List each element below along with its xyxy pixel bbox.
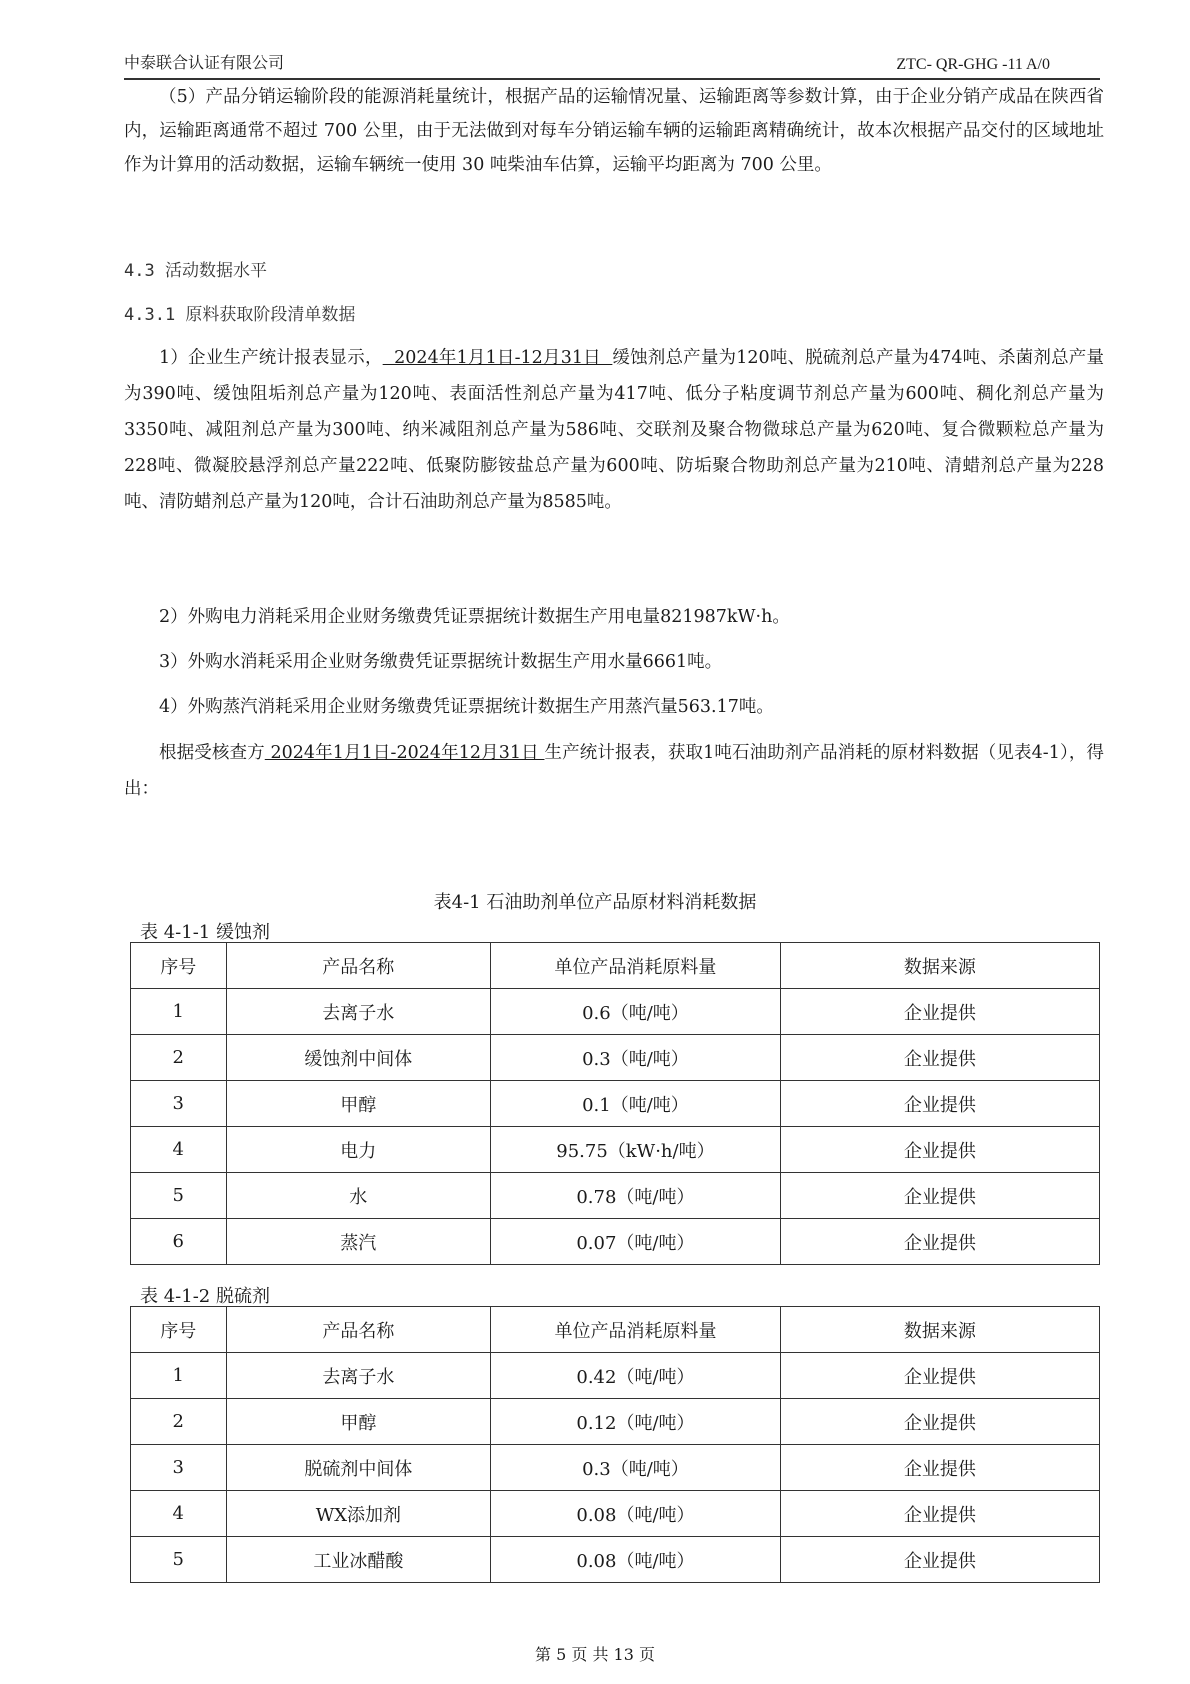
- cell-no: 6: [131, 1219, 227, 1265]
- basis-date: 2024年1月1日-2024年12月31日: [264, 743, 545, 763]
- table-row: [131, 1537, 1100, 1583]
- cell-name: 水: [226, 1173, 491, 1219]
- cell-qty: 0.42（吨/吨）: [491, 1353, 781, 1399]
- paragraph-steam: 4）外购蒸汽消耗采用企业财务缴费凭证票据统计数据生产用蒸汽量563.17吨。: [159, 697, 774, 717]
- table-corrosion-inhibitor: [130, 942, 1100, 1265]
- table-row: [131, 1127, 1100, 1173]
- cell-qty: 0.08（吨/吨）: [491, 1491, 781, 1537]
- cell-qty: 0.3（吨/吨）: [491, 1035, 781, 1081]
- cell-source: 企业提供: [780, 1127, 1099, 1173]
- cell-source: 企业提供: [780, 1173, 1099, 1219]
- table-row: [131, 1081, 1100, 1127]
- cell-source: 企业提供: [780, 1081, 1099, 1127]
- cell-no: 1: [131, 989, 227, 1035]
- cell-no: 5: [131, 1173, 227, 1219]
- cell-source: 企业提供: [780, 1219, 1099, 1265]
- table-row: [131, 1445, 1100, 1491]
- cell-no: 3: [131, 1081, 227, 1127]
- cell-no: 1: [131, 1353, 227, 1399]
- cell-qty: 0.6（吨/吨）: [491, 989, 781, 1035]
- cell-name: 缓蚀剂中间体: [226, 1035, 491, 1081]
- cell-source: 企业提供: [780, 989, 1099, 1035]
- table-row: [131, 1491, 1100, 1537]
- cell-name: 脱硫剂中间体: [226, 1445, 491, 1491]
- section-heading-4-3: 4.3 活动数据水平: [124, 261, 267, 281]
- paragraph-electricity: 2）外购电力消耗采用企业财务缴费凭证票据统计数据生产用电量821987kW·h。: [159, 607, 790, 627]
- header-no: 序号: [131, 943, 227, 989]
- cell-qty: 0.08（吨/吨）: [491, 1537, 781, 1583]
- table-row: [131, 989, 1100, 1035]
- cell-source: 企业提供: [780, 1399, 1099, 1445]
- cell-qty: 95.75（kW·h/吨）: [491, 1127, 781, 1173]
- cell-name: 甲醇: [226, 1081, 491, 1127]
- cell-no: 3: [131, 1445, 227, 1491]
- company-name: 中泰联合认证有限公司: [124, 53, 285, 72]
- cell-qty: 0.07（吨/吨）: [491, 1219, 781, 1265]
- cell-name: 甲醇: [226, 1399, 491, 1445]
- cell-no: 2: [131, 1035, 227, 1081]
- cell-qty: 0.3（吨/吨）: [491, 1445, 781, 1491]
- paragraph-production-statistics: [124, 340, 1104, 520]
- table-row: [131, 1399, 1100, 1445]
- cell-qty: 0.12（吨/吨）: [491, 1399, 781, 1445]
- cell-source: 企业提供: [780, 1035, 1099, 1081]
- table-header-row: [131, 1307, 1100, 1353]
- cell-name: 去离子水: [226, 1353, 491, 1399]
- item1-date: 2024年1月1日-12月31日: [382, 348, 613, 368]
- table1-title: 表 4-1-1 缓蚀剂: [140, 922, 270, 943]
- table-caption: 表4-1 石油助剂单位产品原材料消耗数据: [433, 892, 757, 913]
- cell-no: 4: [131, 1491, 227, 1537]
- page-header: [124, 46, 1100, 80]
- header-source: 数据来源: [780, 1307, 1099, 1353]
- table2-title: 表 4-1-2 脱硫剂: [140, 1286, 270, 1307]
- paragraph-water: 3）外购水消耗采用企业财务缴费凭证票据统计数据生产用水量6661吨。: [159, 652, 723, 672]
- header-name: 产品名称: [226, 1307, 491, 1353]
- table-row: [131, 1353, 1100, 1399]
- table-row: [131, 1035, 1100, 1081]
- header-name: 产品名称: [226, 943, 491, 989]
- cell-name: 工业冰醋酸: [226, 1537, 491, 1583]
- table-row: [131, 1219, 1100, 1265]
- cell-no: 4: [131, 1127, 227, 1173]
- cell-no: 5: [131, 1537, 227, 1583]
- document-number: ZTC- QR-GHG -11 A/0: [896, 56, 1050, 73]
- cell-name: 蒸汽: [226, 1219, 491, 1265]
- item1-text: 缓蚀剂总产量为120吨、脱硫剂总产量为474吨、杀菌剂总产量为390吨、缓蚀阻垢剂总产量为120吨、表面活性剂总产量为417吨、低分子粘度调节剂总产量为600吨、稠化剂总产量为3350吨、减阻剂总产量为300吨、纳米减阻剂总产量为586吨、交联剂及聚合物微球总产量为620吨、复合微颗粒总产量为228吨、微凝胶悬浮剂总产量222吨、低聚防膨铵盐总产量为600吨、防垢聚合物助剂总产量为210吨、清蜡剂总产量为228吨、清防蜡剂总产量为120吨，合计石油助剂总产量为8585吨。: [124, 348, 1105, 512]
- header-qty: 单位产品消耗原料量: [491, 1307, 781, 1353]
- cell-source: 企业提供: [780, 1445, 1099, 1491]
- cell-qty: 0.1（吨/吨）: [491, 1081, 781, 1127]
- page-number: 第 5 页 共 13 页: [535, 1645, 655, 1664]
- header-qty: 单位产品消耗原料量: [491, 943, 781, 989]
- header-no: 序号: [131, 1307, 227, 1353]
- cell-name: 去离子水: [226, 989, 491, 1035]
- header-source: 数据来源: [780, 943, 1099, 989]
- basis-prefix: 根据受核查方: [159, 743, 265, 763]
- cell-source: 企业提供: [780, 1537, 1099, 1583]
- basis-text: 生产统计报表，获取1吨石油助剂产品消耗的原材料数据（见表4-1），得出：: [124, 743, 1104, 799]
- cell-qty: 0.78（吨/吨）: [491, 1173, 781, 1219]
- item1-prefix: 1）企业生产统计报表显示，: [159, 348, 383, 368]
- cell-source: 企业提供: [780, 1353, 1099, 1399]
- section-heading-4-3-1: 4.3.1 原料获取阶段清单数据: [124, 305, 356, 325]
- cell-name: WX添加剂: [226, 1491, 491, 1537]
- table-desulfurizer: [130, 1306, 1100, 1583]
- table-header-row: [131, 943, 1100, 989]
- table-row: [131, 1173, 1100, 1219]
- paragraph-basis: [124, 735, 1104, 807]
- cell-name: 电力: [226, 1127, 491, 1173]
- cell-no: 2: [131, 1399, 227, 1445]
- paragraph-distribution: （5）产品分销运输阶段的能源消耗量统计，根据产品的运输情况量、运输距离等参数计算，由于企业分销产成品在陕西省内，运输距离通常不超过 700 公里，由于无法做到对每车分销运输车辆的运输距离精确统计，故本次根据产品交付的区域地址作为计算用的活动数据，运输车辆统一使用 30 吨柴油车估算，运输平均距离为 700 公里。: [124, 87, 1104, 175]
- cell-source: 企业提供: [780, 1491, 1099, 1537]
